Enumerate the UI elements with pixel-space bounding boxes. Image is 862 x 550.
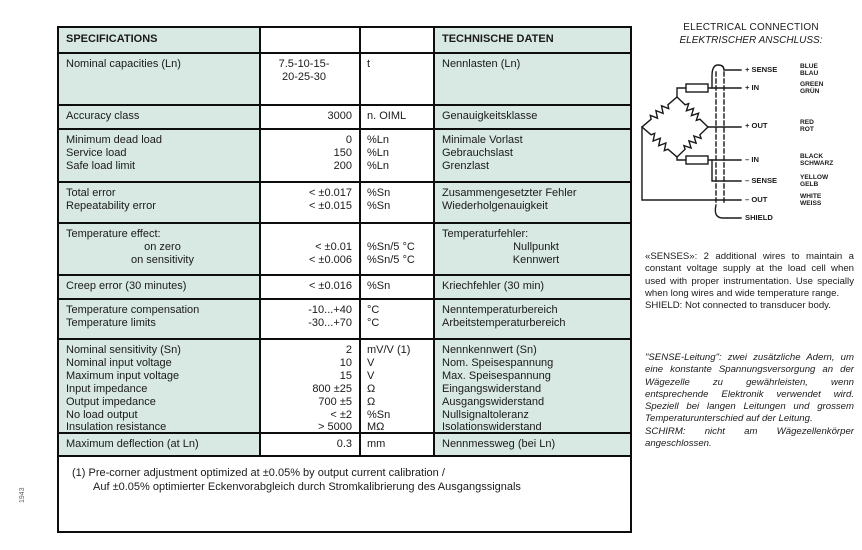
spec-unit: %Sn: [367, 187, 391, 199]
header-unit-cell: [359, 28, 433, 52]
wire-color-line: GELB: [800, 181, 819, 189]
spec-value: 0.3: [336, 438, 352, 450]
german-label-cell: [433, 130, 630, 181]
bridge-resistor: [677, 97, 708, 127]
spec-unit: °C: [367, 316, 380, 329]
spec-label: on sensitivity: [131, 253, 194, 266]
note-sense-leitung: "SENSE-Leitung": zwei zusätzliche Adern, um eine konstante Spannungsversorgung an der Wägezelle zu gewährleisten, wenn entsprechende Elektronik verwendet wird. Speziell bei langen Leitungen und grossem Temperaturunterschied auf der Leitung.: [645, 352, 854, 425]
spec-label: [66, 71, 259, 84]
header-value-cell: [259, 28, 359, 52]
spec-label-de: Nom. Speisespannung: [442, 356, 554, 369]
spec-value: < ±0.006: [308, 253, 352, 266]
spec-label: No load output: [66, 408, 138, 421]
spec-value: 7.5-10-15-: [278, 58, 330, 70]
spec-label-de: Ausgangswiderstand: [442, 395, 545, 408]
spec-label-de: Temperaturfehler:: [442, 228, 529, 240]
spec-unit: %Ln: [367, 146, 390, 159]
value-cell: [259, 300, 359, 338]
spec-unit: V: [367, 369, 375, 382]
spec-label: Maximum deflection (at Ln): [66, 438, 199, 450]
unit-cell: [359, 300, 433, 338]
wire-color-label: [800, 193, 821, 207]
spec-value: 2: [345, 344, 352, 356]
side-code: 1943: [19, 487, 26, 503]
spec-label: Temperature effect:: [66, 228, 161, 240]
spec-value: 10: [339, 356, 352, 369]
wire-color-label: [800, 153, 833, 167]
spec-label-de: Arbeitstemperaturbereich: [442, 316, 566, 329]
spec-label-de: Isolationswiderstand: [442, 421, 542, 432]
spec-value: 700 ±5: [318, 395, 352, 408]
note-german: [645, 352, 854, 450]
value-cell: [259, 183, 359, 222]
spec-label-de: Gebrauchslast: [442, 146, 513, 159]
value-cell: [259, 340, 359, 432]
spec-value: 20-25-30: [281, 70, 327, 83]
spec-value: < ±0.01: [315, 240, 352, 253]
wire-color-line: WEISS: [800, 200, 822, 208]
table-row: [59, 128, 630, 181]
german-label-cell: [433, 434, 630, 455]
wire-color-label: [800, 81, 823, 95]
spec-unit: V: [367, 356, 375, 369]
spec-unit: %Sn: [367, 408, 391, 421]
value-cell: [259, 224, 359, 274]
bridge-resistor: [677, 127, 708, 157]
spec-label: Accuracy class: [66, 110, 140, 122]
unit-cell: [359, 106, 433, 128]
spec-label-de: Nennlasten (Ln): [442, 58, 521, 70]
wire-color-label: [800, 119, 814, 133]
spec-label-de: Eingangswiderstand: [442, 382, 542, 395]
note-schirm: SCHIRM: nicht am Wägezellenkörper angeschlossen.: [645, 425, 854, 450]
spec-label: Insulation resistance: [66, 421, 167, 432]
spec-unit: %Sn: [367, 280, 391, 292]
spec-label: on zero: [144, 240, 181, 253]
panel-title-de: ELEKTRISCHER ANSCHLUSS:: [679, 35, 823, 46]
spec-unit: [367, 228, 433, 241]
spec-value: < ±2: [330, 408, 352, 421]
spec-label-cell: [59, 276, 259, 298]
spec-label: Creep error (30 minutes): [66, 280, 187, 292]
spec-label-de: Nennkennwert (Sn): [442, 344, 537, 356]
spec-value: 200: [333, 159, 352, 172]
spec-unit: t: [367, 58, 371, 70]
footnote-line-1: (1) Pre-corner adjustment optimized at ±0.05% by output current calibration /: [72, 467, 445, 479]
spec-label: Minimum dead load: [66, 134, 162, 146]
spec-label: Service load: [66, 146, 127, 159]
wire-color-line: BLUE: [800, 63, 818, 70]
spec-unit: %Sn/5 °C: [367, 240, 415, 253]
spec-label: Nominal capacities (Ln): [66, 58, 181, 70]
unit-cell: [359, 54, 433, 104]
spec-value: 15: [339, 369, 352, 382]
spec-label-de: Kriechfehler (30 min): [442, 280, 545, 292]
value-cell: [259, 276, 359, 298]
unit-cell: [359, 130, 433, 181]
shield-wire: [715, 205, 741, 218]
spec-label-cell: [59, 183, 259, 222]
german-label-cell: [433, 340, 630, 432]
bridge-resistor: [642, 97, 677, 127]
spec-unit: %Ln: [367, 159, 390, 172]
spec-label-de: Minimale Vorlast: [442, 134, 523, 146]
wire-color-line: ROT: [800, 126, 814, 134]
spec-label-cell: [59, 340, 259, 432]
series-resistor: [686, 84, 708, 92]
spec-label-cell: [59, 434, 259, 455]
spec-label-cell: [59, 54, 259, 104]
wire-color-line: RED: [800, 119, 814, 126]
german-label-cell: [433, 183, 630, 222]
spec-label: Repeatability error: [66, 199, 156, 212]
wire-color-label: [800, 63, 818, 77]
german-label-cell: [433, 300, 630, 338]
spec-table: [57, 26, 632, 533]
terminal-label: SHIELD: [745, 213, 773, 222]
terminal-label: – IN: [745, 155, 759, 164]
spec-label: Input impedance: [66, 382, 148, 395]
terminal-label: + IN: [745, 83, 760, 92]
value-cell: [259, 54, 359, 104]
note-shield: SHIELD: Not connected to transducer body.: [645, 300, 831, 312]
spec-label: Nominal input voltage: [66, 356, 172, 369]
spec-label: Maximum input voltage: [66, 369, 180, 382]
note-senses: «SENSES»: 2 additional wires to maintain a constant voltage supply at the load cell when used with proper instrumentation. Use specially when long wires and wide temperature range.: [645, 251, 854, 299]
table-row: [59, 432, 630, 455]
table-row: [59, 222, 630, 274]
series-resistor: [686, 156, 708, 164]
spec-unit: %Ln: [367, 134, 390, 146]
wire-color-label: [800, 174, 828, 188]
note-english: [645, 251, 854, 312]
unit-cell: [359, 434, 433, 455]
spec-label-de: Kennwert: [512, 253, 560, 266]
spec-value: -30...+70: [308, 316, 352, 329]
wire-color-line: GREEN: [800, 81, 824, 88]
spec-label: Temperature compensation: [66, 304, 200, 316]
table-row: [59, 274, 630, 298]
spec-unit: °C: [367, 304, 380, 316]
unit-cell: [359, 183, 433, 222]
table-row: [59, 104, 630, 128]
bridge-resistor: [642, 127, 677, 157]
german-label-cell: [433, 276, 630, 298]
spec-unit: mm: [367, 438, 386, 450]
wire-color-line: SCHWARZ: [800, 160, 834, 168]
spec-unit: Ω: [367, 382, 376, 395]
spec-label: Total error: [66, 187, 116, 199]
wire-color-line: GRÜN: [800, 88, 820, 96]
spec-label: Output impedance: [66, 395, 156, 408]
wire-color-line: WHITE: [800, 193, 822, 200]
german-label-cell: [433, 54, 630, 104]
panel-title-en: ELECTRICAL CONNECTION: [683, 22, 819, 33]
unit-cell: [359, 340, 433, 432]
spec-label-cell: [59, 224, 259, 274]
german-label-cell: [433, 106, 630, 128]
spec-label-cell: [59, 130, 259, 181]
terminal-label: + OUT: [745, 121, 768, 130]
spec-label-de: Genauigkeitsklasse: [442, 110, 538, 122]
spec-unit: n. OIML: [367, 110, 407, 122]
spec-unit: [367, 71, 433, 84]
wiring-diagram: [637, 52, 747, 227]
spec-label-de: Max. Speisespannung: [442, 369, 551, 382]
header-specifications: SPECIFICATIONS: [66, 33, 158, 45]
spec-value: > 5000: [318, 421, 352, 432]
spec-unit: mV/V (1): [367, 344, 411, 356]
spec-value: < ±0.017: [308, 187, 352, 199]
spec-label-de: Nenntemperaturbereich: [442, 304, 558, 316]
spec-label-de: Nullsignaltoleranz: [442, 408, 529, 421]
spec-label-cell: [59, 300, 259, 338]
spec-label: Safe load limit: [66, 159, 136, 172]
spec-value: [261, 228, 359, 241]
spec-label-de: [442, 71, 630, 84]
spec-label: Nominal sensitivity (Sn): [66, 344, 181, 356]
german-label-cell: [433, 224, 630, 274]
unit-cell: [359, 224, 433, 274]
wire-color-line: BLACK: [800, 153, 824, 160]
value-cell: [259, 106, 359, 128]
terminal-label: + SENSE: [745, 65, 778, 74]
header-technische-daten: TECHNISCHE DATEN: [442, 33, 554, 45]
terminal-label: – OUT: [745, 195, 768, 204]
unit-cell: [359, 276, 433, 298]
spec-value: -10...+40: [308, 304, 352, 316]
table-row: [59, 338, 630, 432]
spec-value: 3000: [327, 110, 352, 122]
table-row: [59, 298, 630, 338]
table-row: [59, 52, 630, 104]
value-cell: [259, 130, 359, 181]
spec-label-de: Zusammengesetzter Fehler: [442, 187, 577, 199]
footnote-row: [59, 455, 630, 531]
spec-value: 800 ±25: [312, 382, 352, 395]
spec-value: < ±0.015: [308, 199, 352, 212]
table-row: [59, 181, 630, 222]
spec-unit: %Sn/5 °C: [367, 253, 415, 266]
spec-unit: %Sn: [367, 199, 391, 212]
wire-color-line: YELLOW: [800, 174, 829, 181]
spec-unit: Ω: [367, 395, 376, 408]
spec-value: 0: [345, 134, 352, 146]
spec-value: < ±0.016: [308, 280, 352, 292]
terminal-label: – SENSE: [745, 176, 778, 185]
footnote-line-2: Auf ±0.05% optimierter Eckenvorabgleich durch Stromkalibrierung des Ausgangssignals: [93, 481, 521, 493]
spec-label-de: Nullpunkt: [513, 240, 559, 253]
table-header-row: [59, 28, 630, 52]
spec-label-de: Grenzlast: [442, 159, 490, 172]
value-cell: [259, 434, 359, 455]
spec-unit: MΩ: [367, 421, 385, 432]
spec-value: 150: [333, 146, 352, 159]
wire-color-line: BLAU: [800, 70, 819, 78]
spec-label-cell: [59, 106, 259, 128]
spec-label: Temperature limits: [66, 316, 156, 329]
spec-label-de: Nennmessweg (bei Ln): [442, 438, 556, 450]
spec-label-de: Wiederholgenauigkeit: [442, 199, 548, 212]
cable-sheath: [716, 72, 724, 205]
